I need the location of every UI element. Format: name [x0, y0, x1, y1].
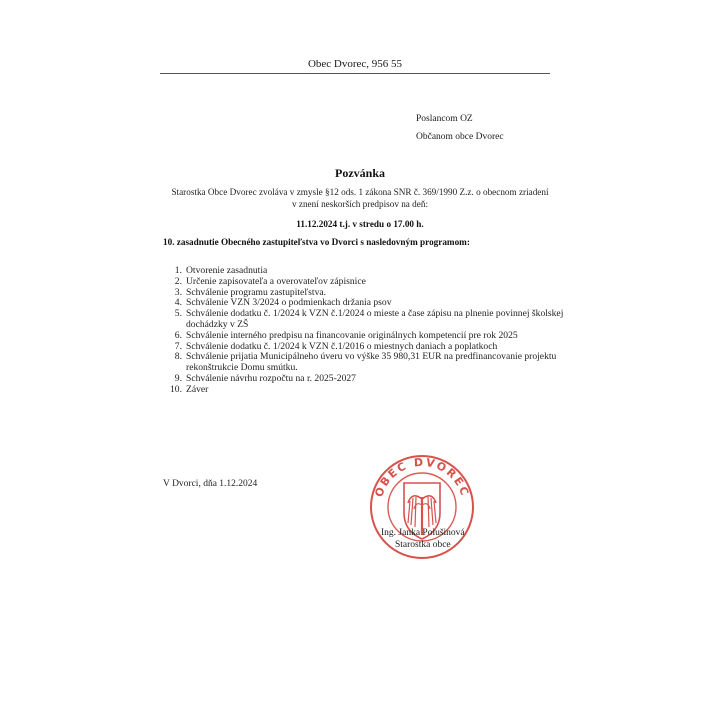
document-title: Pozvánka [334, 166, 385, 180]
agenda-list [165, 266, 565, 396]
agenda-item: 2. Určenie zapisovateľa a overovateľov zápisnice [174, 275, 366, 287]
agenda-item: 1. Otvorenie zasadnutia [174, 265, 268, 276]
agenda-item: 7. Schválenie dodatku č. 1/2024 k VZN č.1/2016 o miestnych daniach a poplatkoch [174, 340, 498, 352]
meeting-date: 11.12.2024 t.j. v stredu o 17.00 h. [296, 219, 424, 229]
intro-line-2: v znení neskorších predpisov na deň: [292, 199, 428, 209]
agenda-item: 3. Schválenie programu zastupiteľstva. [174, 286, 327, 298]
agenda-item: 4. Schválenie VZN 3/2024 o podmienkach držania psov [174, 297, 392, 309]
signatory-name: Ing. Janka Polušinová [381, 528, 465, 538]
header-divider [160, 73, 550, 74]
intro-paragraph [150, 186, 570, 210]
stamp-text: OBEC DVOREC [372, 455, 472, 499]
signatory-role: Starostka obce [394, 540, 451, 550]
agenda-item: 6. Schválenie interného predpisu na financovanie originálnych kompetencií pre rok 2025 [174, 329, 518, 341]
agenda-item: 10. Záver [170, 383, 209, 395]
recipient-line-2: Občanom obce Dvorec [416, 132, 504, 142]
recipient-line-1: Poslancom OZ [416, 114, 473, 124]
intro-line-1: Starostka Obce Dvorec zvoláva v zmysle §12 ods. 1 zákona SNR č. 369/1990 Z.z. o obecnom zriadení [171, 187, 549, 197]
place-and-date: V Dvorci, dňa 1.12.2024 [163, 479, 258, 489]
agenda-item: 8. Schválenie prijatia Municipálneho úveru vo výške 35 980,31 EUR na predfinancovanie projektu rekonštrukcie Domu smútku. [174, 351, 557, 374]
signature-block [381, 527, 465, 551]
meeting-heading: 10. zasadnutie Obecného zastupiteľstva vo Dvorci s nasledovným programom: [163, 237, 470, 247]
agenda-item: 5. Schválenie dodatku č. 1/2024 k VZN č.1/2024 o mieste a čase zápisu na plnenie povinnej školskej dochádzky v ZŠ [174, 308, 564, 330]
agenda-item: 9. Schválenie návrhu rozpočtu na r. 2025-2027 [174, 372, 356, 384]
recipients-block [416, 110, 504, 146]
header-address: Obec Dvorec, 956 55 [307, 58, 403, 70]
